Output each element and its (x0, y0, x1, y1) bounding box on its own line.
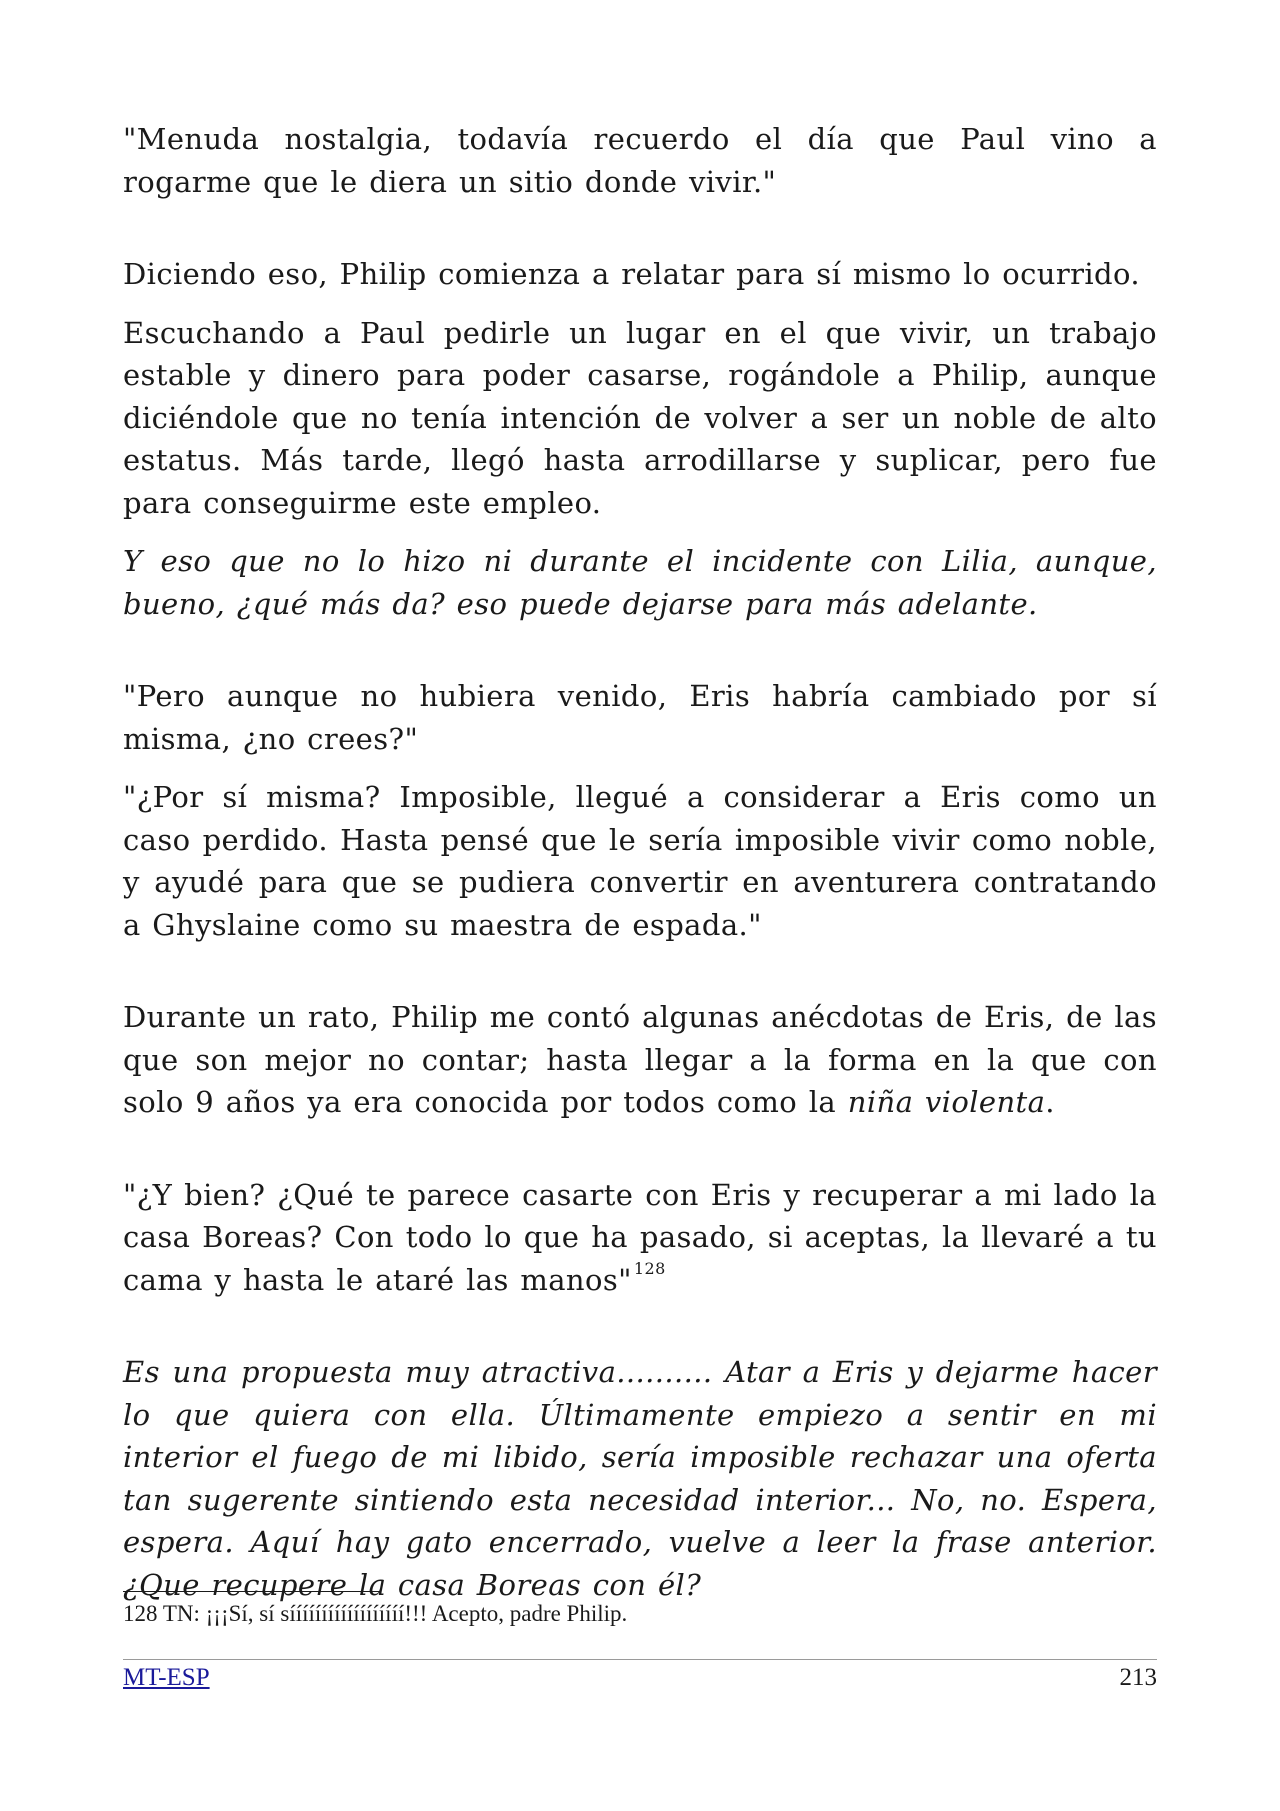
paragraph-8 (123, 1174, 1157, 1302)
paragraph-8-text: "¿Y bien? ¿Qué te parece casarte con Eris y recuperar a mi lado la casa Boreas? Con todo lo que ha pasado, si aceptas, la llevaré a tu cama y hasta le ataré las manos" (123, 1177, 1157, 1297)
paragraph-6: "¿Por sí misma? Imposible, llegué a considerar a Eris como un caso perdido. Hasta pensé que le sería imposible vivir como noble, y ayudé para que se pudiera convertir en aventurera contratando a Ghyslaine como su maestra de espada." (123, 780, 1157, 942)
footer-divider (123, 1659, 1157, 1660)
page-body (123, 118, 1157, 1606)
paragraph-3: Escuchando a Paul pedirle un lugar en el que vivir, un trabajo estable y dinero para poder casarse, rogándole a Philip, aunque diciéndole que no tenía intención de volver a ser un noble de alto estatus. Más tarde, llegó hasta arrodillarse y suplicar, pero fue para conseguirme este empleo. (123, 315, 1157, 520)
paragraph-9: Es una propuesta muy atractiva.......... Atar a Eris y dejarme hacer lo que quiera con ella. Últimamente empiezo a sentir en mi interior el fuego de mi libido, sería imposible rechazar una oferta tan sugerente sintiendo esta necesidad interior... No, no. Espera, espera. Aquí hay gato encerrado, vuelve a leer la frase anterior. ¿Que recupere la casa Boreas con él? (123, 1355, 1157, 1602)
paragraph-5: "Pero aunque no hubiera venido, Eris habría cambiado por sí misma, ¿no crees?" (123, 679, 1157, 756)
footnote-separator (123, 1591, 381, 1592)
paragraph-1: "Menuda nostalgia, todavía recuerdo el día que Paul vino a rogarme que le diera un sitio donde vivir." (123, 122, 1157, 199)
paragraph-7-end: . (1045, 1085, 1055, 1119)
paragraph-7-text: Durante un rato, Philip me contó algunas anécdotas de Eris, de las que son mejor no contar; hasta llegar a la forma en la que con solo 9 años ya era conocida por todos como la (123, 1000, 1157, 1119)
footer-site-link[interactable]: MT-ESP (123, 1664, 210, 1691)
page-number: 213 (1119, 1664, 1157, 1691)
footnote-reference[interactable]: 128 (633, 1258, 666, 1278)
paragraph-7-emphasis: niña violenta (847, 1085, 1046, 1119)
footnote-text: 128 TN: ¡¡¡Sí, sí síííííííííííííííííí!!! Acepto, padre Philip. (123, 1601, 628, 1626)
paragraph-4: Y eso que no lo hizo ni durante el incidente con Lilia, aunque, bueno, ¿qué más da? eso puede dejarse para más adelante. (123, 544, 1157, 621)
paragraph-7 (123, 996, 1157, 1124)
paragraph-2: Diciendo eso, Philip comienza a relatar para sí mismo lo ocurrido. (123, 257, 1140, 291)
